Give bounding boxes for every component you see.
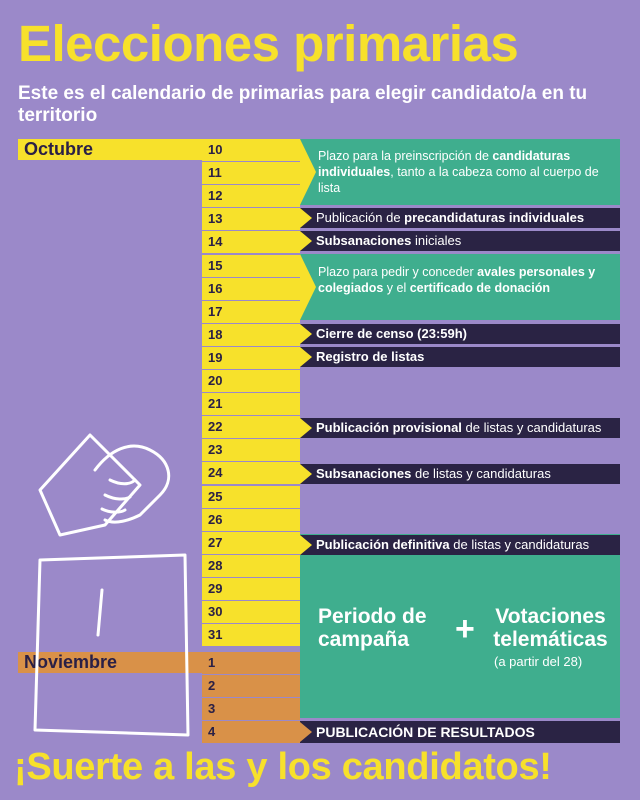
event-publicacion-provisional: Publicación provisional de listas y candidaturas xyxy=(300,418,620,438)
event-avales-arrow xyxy=(300,254,316,320)
event-precandidaturas-arrow xyxy=(300,208,312,228)
day-cell: 15 xyxy=(202,255,300,277)
day-cell: 20 xyxy=(202,370,300,392)
month-november: Noviembre xyxy=(18,652,202,673)
ballot-box-illustration xyxy=(10,425,200,745)
event-avales-text: Plazo para pedir y conceder avales personales y colegiados y el certificado de donación xyxy=(318,265,596,295)
campaign-period-label: Periodo de campaña xyxy=(318,605,427,651)
day-cell: 1 xyxy=(202,652,300,674)
event-resultados-arrow xyxy=(300,722,312,742)
event-publicacion-provisional-arrow xyxy=(300,418,312,438)
event-cierre-censo: Cierre de censo (23:59h) xyxy=(300,324,620,344)
event-preinscripcion-arrow xyxy=(300,139,316,205)
event-subsanaciones-listas: Subsanaciones de listas y candidaturas xyxy=(300,464,620,484)
day-cell: 31 xyxy=(202,624,300,646)
page-subtitle: Este es el calendario de primarias para elegir candidato/a en tu territorio xyxy=(18,83,588,126)
day-cell: 19 xyxy=(202,347,300,369)
event-precandidaturas: Publicación de precandidaturas individuales xyxy=(300,208,620,228)
day-cell: 27 xyxy=(202,532,300,554)
votaciones-note: (a partir del 28) xyxy=(494,654,583,669)
event-publicacion-definitiva-arrow xyxy=(300,535,312,555)
day-cell: 2 xyxy=(202,675,300,697)
event-cierre-censo-arrow xyxy=(300,324,312,344)
event-resultados: PUBLICACIÓN DE RESULTADOS xyxy=(300,721,620,743)
event-preinscripcion-text: Plazo para la preinscripción de candidaturas individuales, tanto a la cabeza como al cuerpo de lista xyxy=(318,149,599,195)
day-cell: 22 xyxy=(202,416,300,438)
day-cell: 25 xyxy=(202,486,300,508)
day-cell: 10 xyxy=(202,139,300,161)
footer-message: ¡Suerte a las y los candidatos! xyxy=(14,746,552,788)
event-registro-listas-arrow xyxy=(300,347,312,367)
votaciones-label: Votaciones telemáticas xyxy=(493,605,608,651)
day-cell: 26 xyxy=(202,509,300,531)
day-cell: 12 xyxy=(202,185,300,207)
day-cell: 4 xyxy=(202,721,300,743)
day-cell: 17 xyxy=(202,301,300,323)
day-cell: 30 xyxy=(202,601,300,623)
month-october: Octubre xyxy=(18,139,202,160)
ballot-box-icon xyxy=(35,555,188,735)
day-cell: 21 xyxy=(202,393,300,415)
day-cell: 11 xyxy=(202,162,300,184)
day-cell: 18 xyxy=(202,324,300,346)
plus-sign: + xyxy=(455,610,475,648)
event-subsanaciones-listas-arrow xyxy=(300,464,312,484)
day-cell: 29 xyxy=(202,578,300,600)
day-cell: 16 xyxy=(202,278,300,300)
event-publicacion-definitiva: Publicación definitiva de listas y candidaturas xyxy=(300,535,620,555)
day-cell: 3 xyxy=(202,698,300,720)
day-cell: 14 xyxy=(202,231,300,253)
page-title: Elecciones primarias xyxy=(18,15,519,72)
day-cell: 28 xyxy=(202,555,300,577)
day-cell: 13 xyxy=(202,208,300,230)
event-subsanaciones-iniciales-arrow xyxy=(300,231,312,251)
event-subsanaciones-iniciales: Subsanaciones iniciales xyxy=(300,231,620,251)
event-registro-listas: Registro de listas xyxy=(300,347,620,367)
day-cell: 23 xyxy=(202,439,300,461)
day-cell: 24 xyxy=(202,462,300,484)
